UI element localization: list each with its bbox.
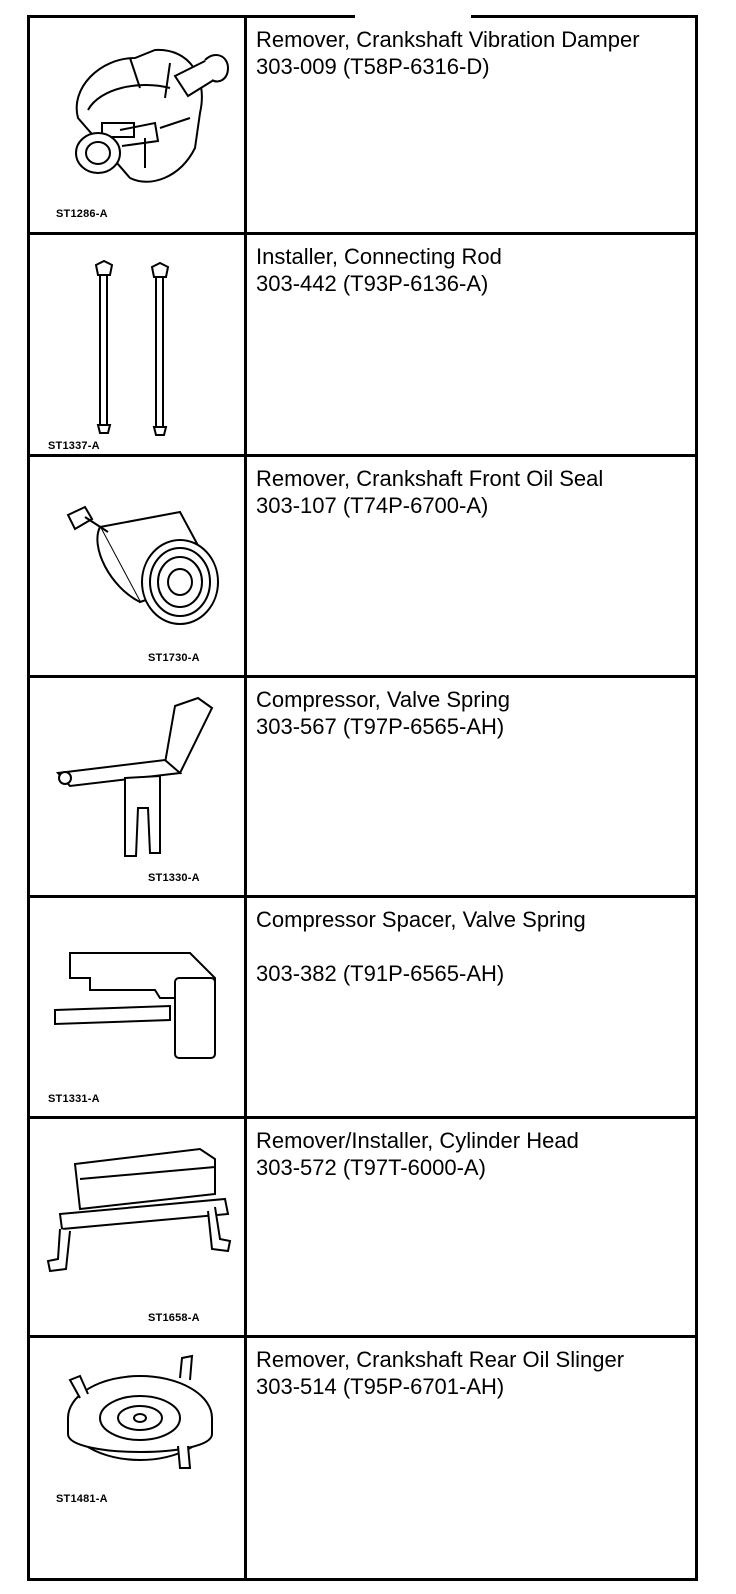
tool-number: 303-514 (T95P-6701-AH) xyxy=(256,1374,505,1399)
tool-number: 303-442 (T93P-6136-A) xyxy=(256,271,489,296)
valve-spring-compressor-icon xyxy=(30,678,244,898)
tool-row xyxy=(30,235,695,457)
tool-image-code: ST1286-A xyxy=(56,208,108,220)
crankshaft-vibration-damper-remover-icon xyxy=(30,18,244,232)
valve-spring-compressor-spacer-icon xyxy=(30,898,244,1119)
tool-row xyxy=(30,457,695,678)
special-tools-table xyxy=(27,15,698,1581)
tool-description xyxy=(256,243,689,297)
tool-number: 303-572 (T97T-6000-A) xyxy=(256,1155,486,1180)
tool-image-cell xyxy=(30,457,244,675)
tool-row xyxy=(30,18,695,235)
tool-name: Remover, Crankshaft Front Oil Seal xyxy=(256,466,604,491)
tool-description xyxy=(256,465,689,519)
tool-row xyxy=(30,1338,695,1581)
tool-row xyxy=(30,898,695,1119)
tool-description xyxy=(256,1346,689,1400)
tool-description xyxy=(256,26,689,80)
crankshaft-rear-oil-slinger-remover-icon xyxy=(30,1338,244,1581)
tool-name: Compressor Spacer, Valve Spring xyxy=(256,907,586,932)
tool-image-cell xyxy=(30,18,244,232)
tool-image-cell xyxy=(30,898,244,1116)
tool-name: Compressor, Valve Spring xyxy=(256,687,510,712)
tool-image-code: ST1481-A xyxy=(56,1493,108,1505)
tool-image-code: ST1331-A xyxy=(48,1093,100,1105)
tool-name: Installer, Connecting Rod xyxy=(256,244,502,269)
tool-number: 303-107 (T74P-6700-A) xyxy=(256,493,489,518)
connecting-rod-installer-icon xyxy=(30,235,244,457)
tool-number: 303-382 (T91P-6565-AH) xyxy=(256,961,505,986)
tool-number: 303-009 (T58P-6316-D) xyxy=(256,54,490,79)
tool-description xyxy=(256,686,689,740)
crankshaft-front-oil-seal-remover-icon xyxy=(30,457,244,678)
tool-image-cell xyxy=(30,1338,244,1581)
tool-image-cell xyxy=(30,1119,244,1335)
tool-row xyxy=(30,678,695,898)
cylinder-head-remover-installer-icon xyxy=(30,1119,244,1338)
tool-description xyxy=(256,906,689,987)
tool-row xyxy=(30,1119,695,1338)
tool-image-code: ST1730-A xyxy=(148,652,200,664)
tool-image-code: ST1330-A xyxy=(148,872,200,884)
tool-image-cell xyxy=(30,678,244,895)
tool-image-code: ST1337-A xyxy=(48,440,100,452)
tool-image-cell xyxy=(30,235,244,454)
tool-name: Remover, Crankshaft Rear Oil Slinger xyxy=(256,1347,625,1372)
tool-name: Remover/Installer, Cylinder Head xyxy=(256,1128,579,1153)
tool-number: 303-567 (T97P-6565-AH) xyxy=(256,714,505,739)
tool-image-code: ST1658-A xyxy=(148,1312,200,1324)
tool-description xyxy=(256,1127,689,1181)
tool-name: Remover, Crankshaft Vibration Damper xyxy=(256,27,640,52)
